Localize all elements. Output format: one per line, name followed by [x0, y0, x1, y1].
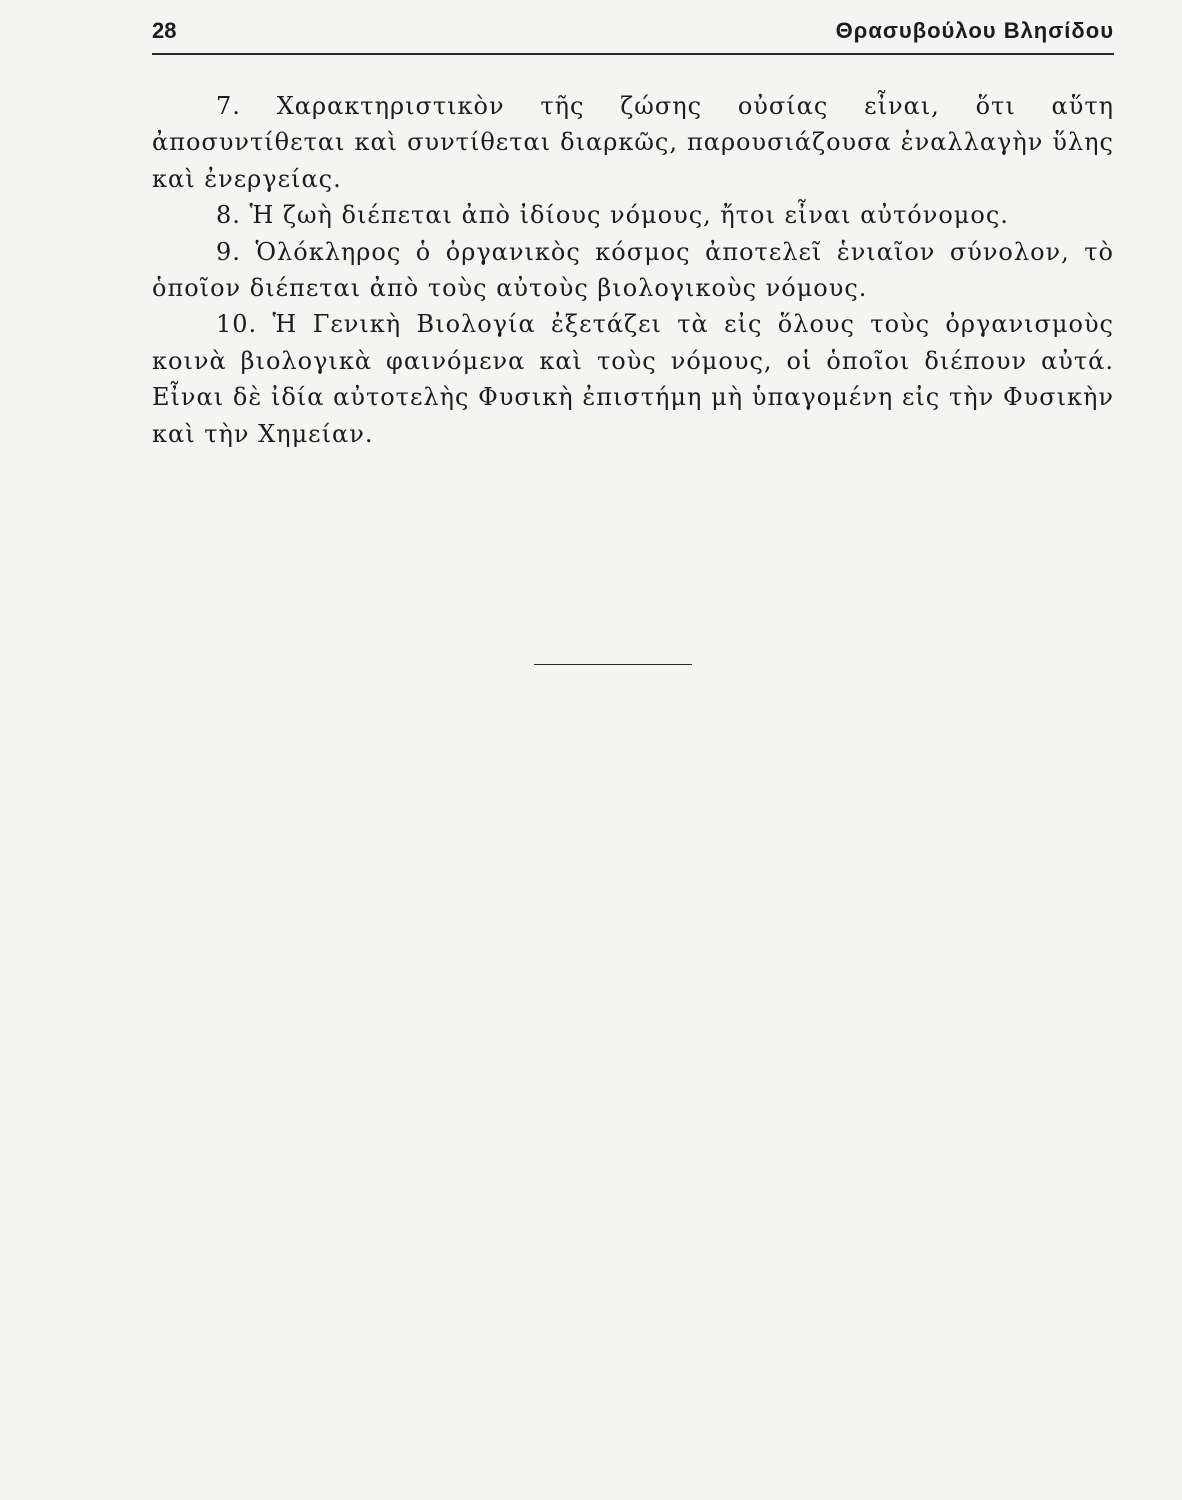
body-text — [152, 88, 1114, 452]
header-rule — [152, 53, 1114, 55]
section-end-rule — [534, 664, 692, 665]
running-title: Θρασυβούλου Βλησίδου — [835, 18, 1114, 43]
page-header — [152, 18, 1114, 52]
paragraph-10: 10. Ἡ Γενικὴ Βιολογία ἐξετάζει τὰ εἰς ὅλους τοὺς ὀργανισμοὺς κοινὰ βιολογικὰ φαινόμενα καὶ τοὺς νόμους, οἱ ὁποῖοι διέπουν αὐτά. Εἶναι δὲ ἰδία αὐτοτελὴς Φυσικὴ ἐπιστήμη μὴ ὑπαγομένη εἰς τὴν Φυσικὴν καὶ τὴν Χημείαν. — [152, 310, 1114, 448]
paragraph-7: 7. Χαρακτηριστικὸν τῆς ζώσης οὐσίας εἶναι, ὅτι αὕτη ἀποσυντίθεται καὶ συντίθεται διαρκῶς, παρουσιάζουσα ἐναλλαγὴν ὕλης καὶ ἐνεργείας. — [152, 92, 1114, 193]
paragraph-9: 9. Ὁλόκληρος ὁ ὀργανικὸς κόσμος ἀποτελεῖ ἑνιαῖον σύνολον, τὸ ὁποῖον διέπεται ἀπὸ τοὺς αὐτοὺς βιολογικοὺς νόμους. — [152, 237, 1114, 303]
page-number: 28 — [152, 18, 177, 43]
paragraph-8: 8. Ἡ ζωὴ διέπεται ἀπὸ ἰδίους νόμους, ἤτοι εἶναι αὐτόνομος. — [216, 201, 1009, 230]
